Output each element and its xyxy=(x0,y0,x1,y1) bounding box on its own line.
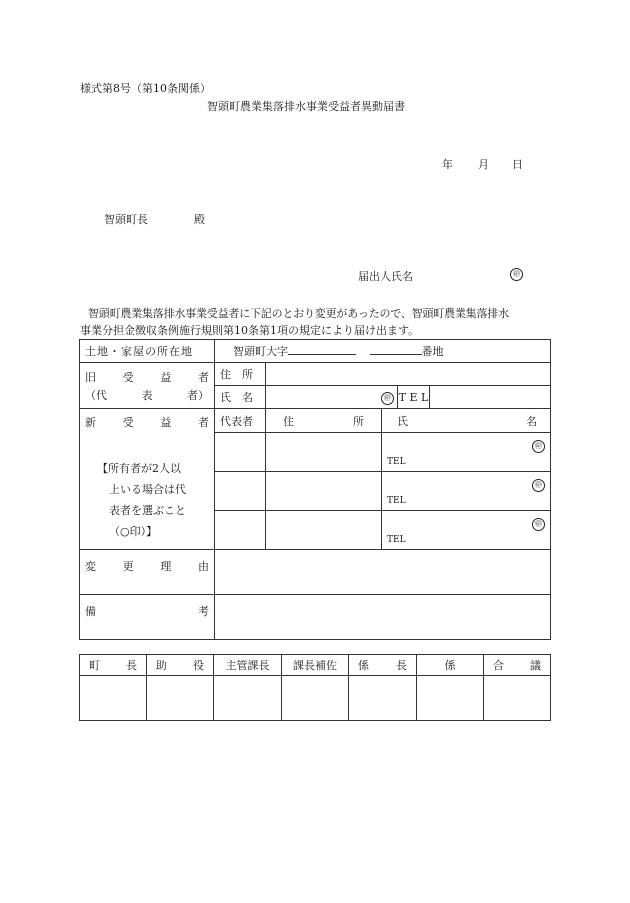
approval-stamp-dept-head[interactable] xyxy=(214,676,282,721)
new-tel-label: TEL xyxy=(387,495,406,506)
remarks-label-cell xyxy=(80,595,215,640)
new-tel-label: TEL xyxy=(387,534,406,545)
approval-stamp-consultation[interactable] xyxy=(484,676,551,721)
new-address-field[interactable] xyxy=(266,472,382,511)
new-name-seal: ㊞ xyxy=(532,518,545,531)
change-reason-label: 変 更 理 由 xyxy=(85,560,209,573)
addressee-honorific: 殿 xyxy=(194,213,205,226)
old-name-field[interactable] xyxy=(266,386,398,409)
old-tel-label: T E L xyxy=(398,386,430,409)
approval-table xyxy=(79,654,551,721)
approval-header-mayor: 町 長 xyxy=(80,655,147,676)
new-address-field[interactable] xyxy=(266,433,382,472)
change-reason-field[interactable] xyxy=(215,550,551,595)
old-name-seal: ㊞ xyxy=(381,392,394,405)
location-aza-blank[interactable] xyxy=(288,343,356,355)
body-text-line-2: 事業分担金徴収条例施行規則第10条第1項の規定により届け出ます。 xyxy=(80,324,420,337)
old-beneficiary-label: 旧 受 益 者 xyxy=(85,370,209,384)
representative-mark-cell[interactable] xyxy=(215,433,266,472)
old-address-field[interactable] xyxy=(266,363,551,386)
approval-header-section-chief: 係 長 xyxy=(349,655,417,676)
location-suffix: 番地 xyxy=(421,345,444,358)
new-address-field[interactable] xyxy=(266,511,382,550)
location-label-cell xyxy=(80,340,215,363)
representative-mark-cell[interactable] xyxy=(215,472,266,511)
owner-note: 【所有者が2人以 上いる場合は代 表者を選ぶこと （○印）】 xyxy=(97,462,186,538)
approval-stamp-mayor[interactable] xyxy=(80,676,147,721)
location-label: 土地・家屋の所在地 xyxy=(85,345,193,358)
new-name-field[interactable] xyxy=(382,472,551,511)
old-tel-field[interactable] xyxy=(430,386,551,409)
approval-stamp-deputy[interactable] xyxy=(147,676,214,721)
approval-header-deputy: 助 役 xyxy=(147,655,214,676)
old-beneficiary-label-cell xyxy=(80,363,215,409)
main-table xyxy=(79,339,551,640)
approval-stamp-section-chief[interactable] xyxy=(349,676,417,721)
new-name-seal: ㊞ xyxy=(532,479,545,492)
addressee-mayor: 智頭町長 xyxy=(104,213,148,226)
date-month: 月 xyxy=(478,158,489,171)
page-title: 智頭町農業集落排水事業受益者異動届書 xyxy=(207,100,405,113)
new-name-seal: ㊞ xyxy=(532,440,545,453)
new-beneficiary-label-cell xyxy=(80,409,215,550)
new-name-field[interactable] xyxy=(382,433,551,472)
date-year: 年 xyxy=(442,158,453,171)
approval-header-assistant-chief: 課長補佐 xyxy=(282,655,349,676)
approval-stamp-staff[interactable] xyxy=(417,676,484,721)
new-tel-label: TEL xyxy=(387,456,406,467)
old-beneficiary-sublabel: （代 表 者） xyxy=(85,388,209,402)
approval-stamp-assistant-chief[interactable] xyxy=(282,676,349,721)
remarks-label: 備 考 xyxy=(85,605,209,618)
remarks-field[interactable] xyxy=(215,595,551,640)
old-name-label: 氏 名 xyxy=(215,386,266,409)
new-beneficiary-label: 新 受 益 者 xyxy=(85,416,209,429)
new-name-field[interactable] xyxy=(382,511,551,550)
approval-header-staff: 係 xyxy=(417,655,484,676)
form-number: 様式第8号（第10条関係） xyxy=(80,82,211,95)
address-header-cell: 住 所 xyxy=(266,409,382,433)
applicant-seal: ㊞ xyxy=(510,268,523,281)
location-number-blank[interactable] xyxy=(370,343,422,355)
representative-header: 代表者 xyxy=(215,409,266,433)
applicant-name-label: 届出人氏名 xyxy=(358,270,413,283)
old-address-label: 住 所 xyxy=(215,363,266,386)
location-prefix: 智頭町大字 xyxy=(233,345,288,358)
approval-header-dept-head: 主管課長 xyxy=(214,655,282,676)
location-value-cell[interactable] xyxy=(215,340,551,363)
approval-header-consultation: 合 議 xyxy=(484,655,551,676)
change-reason-label-cell xyxy=(80,550,215,595)
representative-mark-cell[interactable] xyxy=(215,511,266,550)
name-header-cell: 氏 名 xyxy=(382,409,551,433)
body-text-line-1: 智頭町農業集落排水事業受益者に下記のとおり変更があったので、智頭町農業集落排水 xyxy=(88,307,509,320)
date-day: 日 xyxy=(512,158,523,171)
